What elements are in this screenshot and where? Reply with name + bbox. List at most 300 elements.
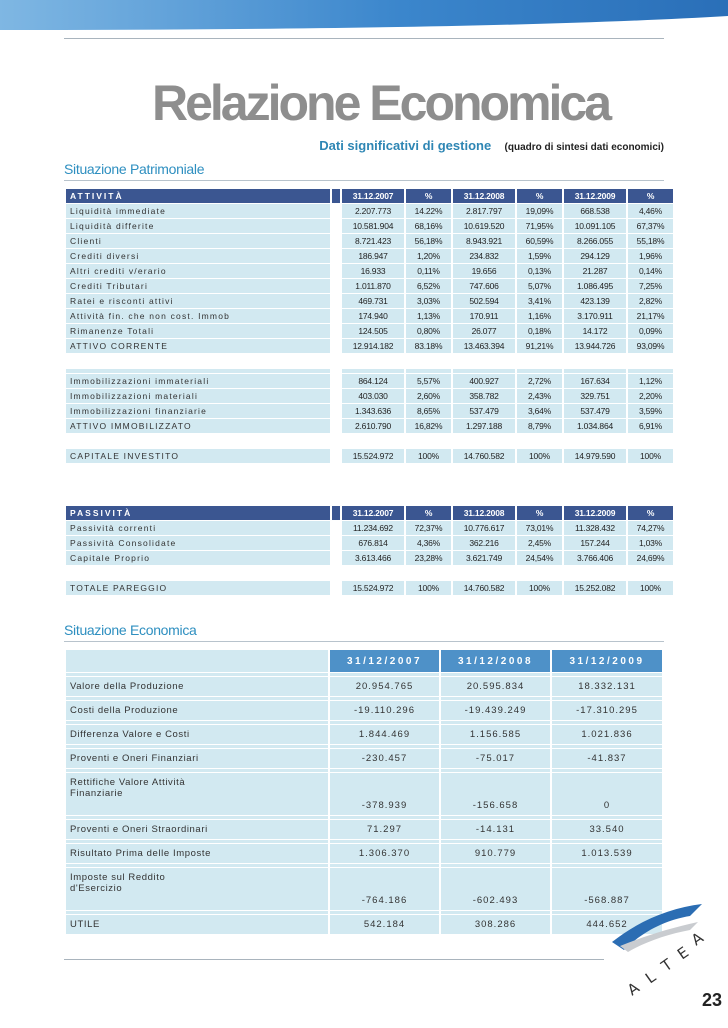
row-value: 14.22% xyxy=(406,204,451,218)
row-value: 4,36% xyxy=(406,536,451,550)
row-label: Capitale Proprio xyxy=(66,551,330,565)
column-gap xyxy=(332,294,340,308)
row-value: 5,07% xyxy=(517,279,562,293)
separator-cell xyxy=(330,721,439,724)
row-value: 308.286 xyxy=(441,915,550,934)
row-value: 294.129 xyxy=(564,249,626,263)
row-value: 174.940 xyxy=(342,309,404,323)
row-separator xyxy=(66,697,662,700)
row-value: 8,65% xyxy=(406,404,451,418)
row-label: ATTIVO CORRENTE xyxy=(66,339,330,353)
row-value: 31.12.2008 xyxy=(453,506,515,520)
row-separator xyxy=(66,721,662,724)
logo-letter: L xyxy=(641,967,660,988)
row-value: 1.021.836 xyxy=(552,725,662,744)
row-label-line: Costi della Produzione xyxy=(70,705,179,716)
row-label xyxy=(66,820,328,839)
column-gap xyxy=(332,506,340,520)
altea-logo xyxy=(590,880,710,1000)
row-value: 83.18% xyxy=(406,339,451,353)
separator-cell xyxy=(330,673,439,676)
table-header-row xyxy=(66,650,662,672)
separator-cell xyxy=(552,816,662,819)
column-gap xyxy=(332,339,340,353)
row-value: 100% xyxy=(517,449,562,463)
table-row xyxy=(66,521,673,535)
row-value: -156.658 xyxy=(441,773,550,815)
row-value: 100% xyxy=(406,449,451,463)
row-value: 10.581.904 xyxy=(342,219,404,233)
separator-cell xyxy=(441,911,550,914)
row-value: 444.652 xyxy=(552,915,662,934)
table-header-row xyxy=(66,506,673,520)
separator-cell xyxy=(552,769,662,772)
row-value: 2.610.790 xyxy=(342,419,404,433)
separator-cell xyxy=(441,864,550,867)
table-row xyxy=(66,389,673,403)
row-label-line: d'Esercizio xyxy=(70,883,123,894)
section-title-patrimoniale: Situazione Patrimoniale xyxy=(64,161,205,177)
row-value: 2,60% xyxy=(406,389,451,403)
row-value: 3.621.749 xyxy=(453,551,515,565)
row-value: 71,95% xyxy=(517,219,562,233)
row-value: 19,09% xyxy=(517,204,562,218)
table-band xyxy=(66,369,673,373)
row-label: ATTIVITÀ xyxy=(66,189,330,203)
row-label: Passività Consolidate xyxy=(66,536,330,550)
band-cell xyxy=(628,369,673,373)
row-value: 67,37% xyxy=(628,219,673,233)
row-value: 100% xyxy=(406,581,451,595)
row-separator xyxy=(66,769,662,772)
row-separator xyxy=(66,745,662,748)
separator-cell xyxy=(66,816,328,819)
row-label: PASSIVITÀ xyxy=(66,506,330,520)
separator-cell xyxy=(441,769,550,772)
subtitle-note: (quadro di sintesi dati economici) xyxy=(504,142,664,153)
row-value: 1.011.870 xyxy=(342,279,404,293)
row-label-line: Proventi e Oneri Finanziari xyxy=(70,753,199,764)
row-value: 73,01% xyxy=(517,521,562,535)
row-value: 19.656 xyxy=(453,264,515,278)
page-subtitle xyxy=(319,138,664,153)
row-value: 91,21% xyxy=(517,339,562,353)
band-cell xyxy=(66,369,330,373)
column-gap xyxy=(332,234,340,248)
table-row xyxy=(66,701,662,720)
table-row xyxy=(66,725,662,744)
table-header-row xyxy=(66,189,673,203)
row-value: 15.252.082 xyxy=(564,581,626,595)
separator-cell xyxy=(441,721,550,724)
row-label: Liquidità immediate xyxy=(66,204,330,218)
column-gap xyxy=(332,581,340,595)
table-row xyxy=(66,404,673,418)
row-value: 1.343.636 xyxy=(342,404,404,418)
separator-cell xyxy=(66,697,328,700)
row-value: 4,46% xyxy=(628,204,673,218)
row-value: 31.12.2009 xyxy=(564,189,626,203)
row-value: 18.332.131 xyxy=(552,677,662,696)
row-value: 31.12.2009 xyxy=(564,506,626,520)
row-value: 100% xyxy=(628,449,673,463)
header-blank xyxy=(66,650,328,672)
row-value: -378.939 xyxy=(330,773,439,815)
row-value: -17.310.295 xyxy=(552,701,662,720)
row-value: 16,82% xyxy=(406,419,451,433)
row-value: 358.782 xyxy=(453,389,515,403)
separator-cell xyxy=(441,673,550,676)
row-value: 1,20% xyxy=(406,249,451,263)
row-label: Crediti Tributari xyxy=(66,279,330,293)
column-gap xyxy=(332,374,340,388)
row-value: 7,25% xyxy=(628,279,673,293)
separator-cell xyxy=(330,840,439,843)
separator-cell xyxy=(330,745,439,748)
row-value: 2,43% xyxy=(517,389,562,403)
row-value: 469.731 xyxy=(342,294,404,308)
row-value: 0,80% xyxy=(406,324,451,338)
separator-cell xyxy=(441,840,550,843)
row-value: 2,45% xyxy=(517,536,562,550)
row-value: 864.124 xyxy=(342,374,404,388)
separator-cell xyxy=(330,911,439,914)
row-value: -14.131 xyxy=(441,820,550,839)
row-value: 502.594 xyxy=(453,294,515,308)
row-value: 1.156.585 xyxy=(441,725,550,744)
table-row xyxy=(66,279,673,293)
band-cell xyxy=(342,369,404,373)
band-cell xyxy=(564,369,626,373)
row-value: 11.234.692 xyxy=(342,521,404,535)
column-gap xyxy=(332,419,340,433)
logo-letter: E xyxy=(673,943,693,964)
table-row xyxy=(66,249,673,263)
separator-cell xyxy=(66,721,328,724)
column-gap xyxy=(332,219,340,233)
row-value: % xyxy=(406,506,451,520)
column-gap xyxy=(332,279,340,293)
row-value: 362.216 xyxy=(453,536,515,550)
row-value: 23,28% xyxy=(406,551,451,565)
row-value: -41.837 xyxy=(552,749,662,768)
row-value: 1,16% xyxy=(517,309,562,323)
row-label: Liquidità differite xyxy=(66,219,330,233)
row-value: 676.814 xyxy=(342,536,404,550)
row-label-line: Proventi e Oneri Straordinari xyxy=(70,824,208,835)
row-value: 5,57% xyxy=(406,374,451,388)
row-value: % xyxy=(628,189,673,203)
separator-cell xyxy=(66,745,328,748)
row-value: 8,79% xyxy=(517,419,562,433)
row-separator xyxy=(66,911,662,914)
table-row xyxy=(66,749,662,768)
row-value: 2.207.773 xyxy=(342,204,404,218)
row-label xyxy=(66,701,328,720)
logo-letter: A xyxy=(623,978,643,1000)
row-value: 186.947 xyxy=(342,249,404,263)
row-label: Attività fin. che non cost. Immob xyxy=(66,309,330,323)
column-gap xyxy=(332,449,340,463)
separator-cell xyxy=(66,840,328,843)
row-value: -602.493 xyxy=(441,868,550,910)
logo-letter: T xyxy=(657,955,676,976)
row-value: 910.779 xyxy=(441,844,550,863)
row-value: 31.12.2008 xyxy=(453,189,515,203)
page-number: 23 xyxy=(701,990,722,1010)
row-value: 33.540 xyxy=(552,820,662,839)
row-label xyxy=(66,915,328,934)
separator-cell xyxy=(552,864,662,867)
row-value: 3,64% xyxy=(517,404,562,418)
row-separator xyxy=(66,816,662,819)
separator-cell xyxy=(330,816,439,819)
row-label-line: Risultato Prima delle Imposte xyxy=(70,848,211,859)
row-value: 100% xyxy=(628,581,673,595)
separator-cell xyxy=(552,697,662,700)
row-value: 6,91% xyxy=(628,419,673,433)
band-cell xyxy=(332,369,340,373)
table-spacer xyxy=(66,354,673,368)
table-row xyxy=(66,820,662,839)
column-gap xyxy=(332,551,340,565)
separator-cell xyxy=(441,816,550,819)
row-value: 11.328.432 xyxy=(564,521,626,535)
column-gap xyxy=(332,249,340,263)
column-gap xyxy=(332,264,340,278)
column-gap xyxy=(332,204,340,218)
row-value: 14.172 xyxy=(564,324,626,338)
row-value: 1,59% xyxy=(517,249,562,263)
row-label: Ratei e risconti attivi xyxy=(66,294,330,308)
row-value: 3,59% xyxy=(628,404,673,418)
separator-cell xyxy=(330,769,439,772)
row-value: 2,20% xyxy=(628,389,673,403)
column-header: 31/12/2009 xyxy=(552,650,662,672)
spacer-cell xyxy=(66,354,673,368)
column-gap xyxy=(332,521,340,535)
row-value: 3.613.466 xyxy=(342,551,404,565)
row-label xyxy=(66,677,328,696)
table-spacer xyxy=(66,434,673,448)
row-value: 31.12.2007 xyxy=(342,506,404,520)
row-value: 668.538 xyxy=(564,204,626,218)
row-value: 2,72% xyxy=(517,374,562,388)
table-row xyxy=(66,419,673,433)
row-value: 0,18% xyxy=(517,324,562,338)
page-title: Relazione Economica xyxy=(152,75,610,131)
row-value: 400.927 xyxy=(453,374,515,388)
row-value: 1,03% xyxy=(628,536,673,550)
row-value: -19.439.249 xyxy=(441,701,550,720)
band-cell xyxy=(517,369,562,373)
row-value: 10.091.105 xyxy=(564,219,626,233)
row-value: 403.030 xyxy=(342,389,404,403)
band-cell xyxy=(453,369,515,373)
row-label: ATTIVO IMMOBILIZZATO xyxy=(66,419,330,433)
row-value: 16.933 xyxy=(342,264,404,278)
table-row xyxy=(66,915,662,934)
row-value: 1,96% xyxy=(628,249,673,263)
row-value: 71.297 xyxy=(330,820,439,839)
separator-cell xyxy=(552,745,662,748)
row-value: 15.524.972 xyxy=(342,581,404,595)
row-value: 20.954.765 xyxy=(330,677,439,696)
row-value: 0,09% xyxy=(628,324,673,338)
row-separator xyxy=(66,840,662,843)
row-value: 31.12.2007 xyxy=(342,189,404,203)
row-label xyxy=(66,725,328,744)
row-value: 0 xyxy=(552,773,662,815)
separator-cell xyxy=(552,721,662,724)
row-value: 167.634 xyxy=(564,374,626,388)
spacer-cell xyxy=(66,434,673,448)
separator-cell xyxy=(66,673,328,676)
separator-cell xyxy=(441,745,550,748)
column-header: 31/12/2008 xyxy=(441,650,550,672)
section-title-economica: Situazione Economica xyxy=(64,622,197,638)
passivita-table xyxy=(64,505,675,596)
row-label: Passività correnti xyxy=(66,521,330,535)
row-label: Altri crediti v/erario xyxy=(66,264,330,278)
table-row xyxy=(66,868,662,910)
row-value: 423.139 xyxy=(564,294,626,308)
row-label: TOTALE PAREGGIO xyxy=(66,581,330,595)
row-value: 537.479 xyxy=(453,404,515,418)
row-label-line: Imposte sul Reddito xyxy=(70,872,166,883)
section-rule xyxy=(64,180,664,181)
row-label-line: Valore della Produzione xyxy=(70,681,184,692)
row-value: 56,18% xyxy=(406,234,451,248)
separator-cell xyxy=(552,840,662,843)
row-value: 10.776.617 xyxy=(453,521,515,535)
row-label-line: Finanziarie xyxy=(70,788,124,799)
row-value: 0,13% xyxy=(517,264,562,278)
logo-letter: A xyxy=(687,928,707,950)
column-gap xyxy=(332,309,340,323)
economica-table xyxy=(64,649,664,935)
top-rule xyxy=(64,38,664,39)
row-label-line: Differenza Valore e Costi xyxy=(70,729,190,740)
row-label: Clienti xyxy=(66,234,330,248)
row-separator xyxy=(66,673,662,676)
table-total-row xyxy=(66,449,673,463)
row-value: 234.832 xyxy=(453,249,515,263)
row-value: 24,54% xyxy=(517,551,562,565)
row-value: 74,27% xyxy=(628,521,673,535)
table-row xyxy=(66,294,673,308)
row-value: 93,09% xyxy=(628,339,673,353)
column-gap xyxy=(332,536,340,550)
row-value: 13.944.726 xyxy=(564,339,626,353)
attivita-table xyxy=(64,188,675,464)
table-row xyxy=(66,309,673,323)
separator-cell xyxy=(552,673,662,676)
row-separator xyxy=(66,864,662,867)
row-label xyxy=(66,868,328,910)
row-value: 14.979.590 xyxy=(564,449,626,463)
row-value: 100% xyxy=(517,581,562,595)
row-label xyxy=(66,844,328,863)
separator-cell xyxy=(330,864,439,867)
row-label xyxy=(66,749,328,768)
row-value: 157.244 xyxy=(564,536,626,550)
row-value: 2,82% xyxy=(628,294,673,308)
row-value: 1.306.370 xyxy=(330,844,439,863)
separator-cell xyxy=(66,769,328,772)
separator-cell xyxy=(66,911,328,914)
column-gap xyxy=(332,404,340,418)
row-value: 1.034.864 xyxy=(564,419,626,433)
row-value: 13.463.394 xyxy=(453,339,515,353)
row-value: 3,41% xyxy=(517,294,562,308)
row-value: 68,16% xyxy=(406,219,451,233)
table-row xyxy=(66,264,673,278)
row-label-line: UTILE xyxy=(70,919,100,930)
table-row xyxy=(66,551,673,565)
row-value: -764.186 xyxy=(330,868,439,910)
row-value: 20.595.834 xyxy=(441,677,550,696)
row-value: 21,17% xyxy=(628,309,673,323)
row-value: 1.297.188 xyxy=(453,419,515,433)
table-row xyxy=(66,844,662,863)
row-value: 1,13% xyxy=(406,309,451,323)
column-gap xyxy=(332,189,340,203)
row-value: 542.184 xyxy=(330,915,439,934)
row-value: 15.524.972 xyxy=(342,449,404,463)
row-value: -568.887 xyxy=(552,868,662,910)
row-label: Immobilizzazioni materiali xyxy=(66,389,330,403)
table-total-row xyxy=(66,581,673,595)
table-row xyxy=(66,536,673,550)
row-label-line: Rettifiche Valore Attività xyxy=(70,777,186,788)
section-rule xyxy=(64,641,664,642)
row-value: 0,14% xyxy=(628,264,673,278)
row-value: 8.721.423 xyxy=(342,234,404,248)
row-value: 12.914.182 xyxy=(342,339,404,353)
column-gap xyxy=(332,389,340,403)
bottom-rule xyxy=(64,959,604,960)
top-banner-curve xyxy=(0,0,728,60)
row-value: 2.817.797 xyxy=(453,204,515,218)
row-value: 72,37% xyxy=(406,521,451,535)
row-value: 26.077 xyxy=(453,324,515,338)
separator-cell xyxy=(441,697,550,700)
row-value: -230.457 xyxy=(330,749,439,768)
row-value: 329.751 xyxy=(564,389,626,403)
row-value: -19.110.296 xyxy=(330,701,439,720)
table-row xyxy=(66,339,673,353)
row-value: 6,52% xyxy=(406,279,451,293)
row-value: 8.266.055 xyxy=(564,234,626,248)
row-value: 3.766.406 xyxy=(564,551,626,565)
row-value: 537.479 xyxy=(564,404,626,418)
table-row xyxy=(66,773,662,815)
row-value: -75.017 xyxy=(441,749,550,768)
separator-cell xyxy=(66,864,328,867)
row-label: Crediti diversi xyxy=(66,249,330,263)
table-spacer xyxy=(66,566,673,580)
row-value: 0,11% xyxy=(406,264,451,278)
row-label xyxy=(66,773,328,815)
row-value: 747.606 xyxy=(453,279,515,293)
table-row xyxy=(66,219,673,233)
row-label: Immobilizzazioni immateriali xyxy=(66,374,330,388)
row-value: 10.619.520 xyxy=(453,219,515,233)
row-value: 14.760.582 xyxy=(453,581,515,595)
row-value: 3,03% xyxy=(406,294,451,308)
column-gap xyxy=(332,324,340,338)
